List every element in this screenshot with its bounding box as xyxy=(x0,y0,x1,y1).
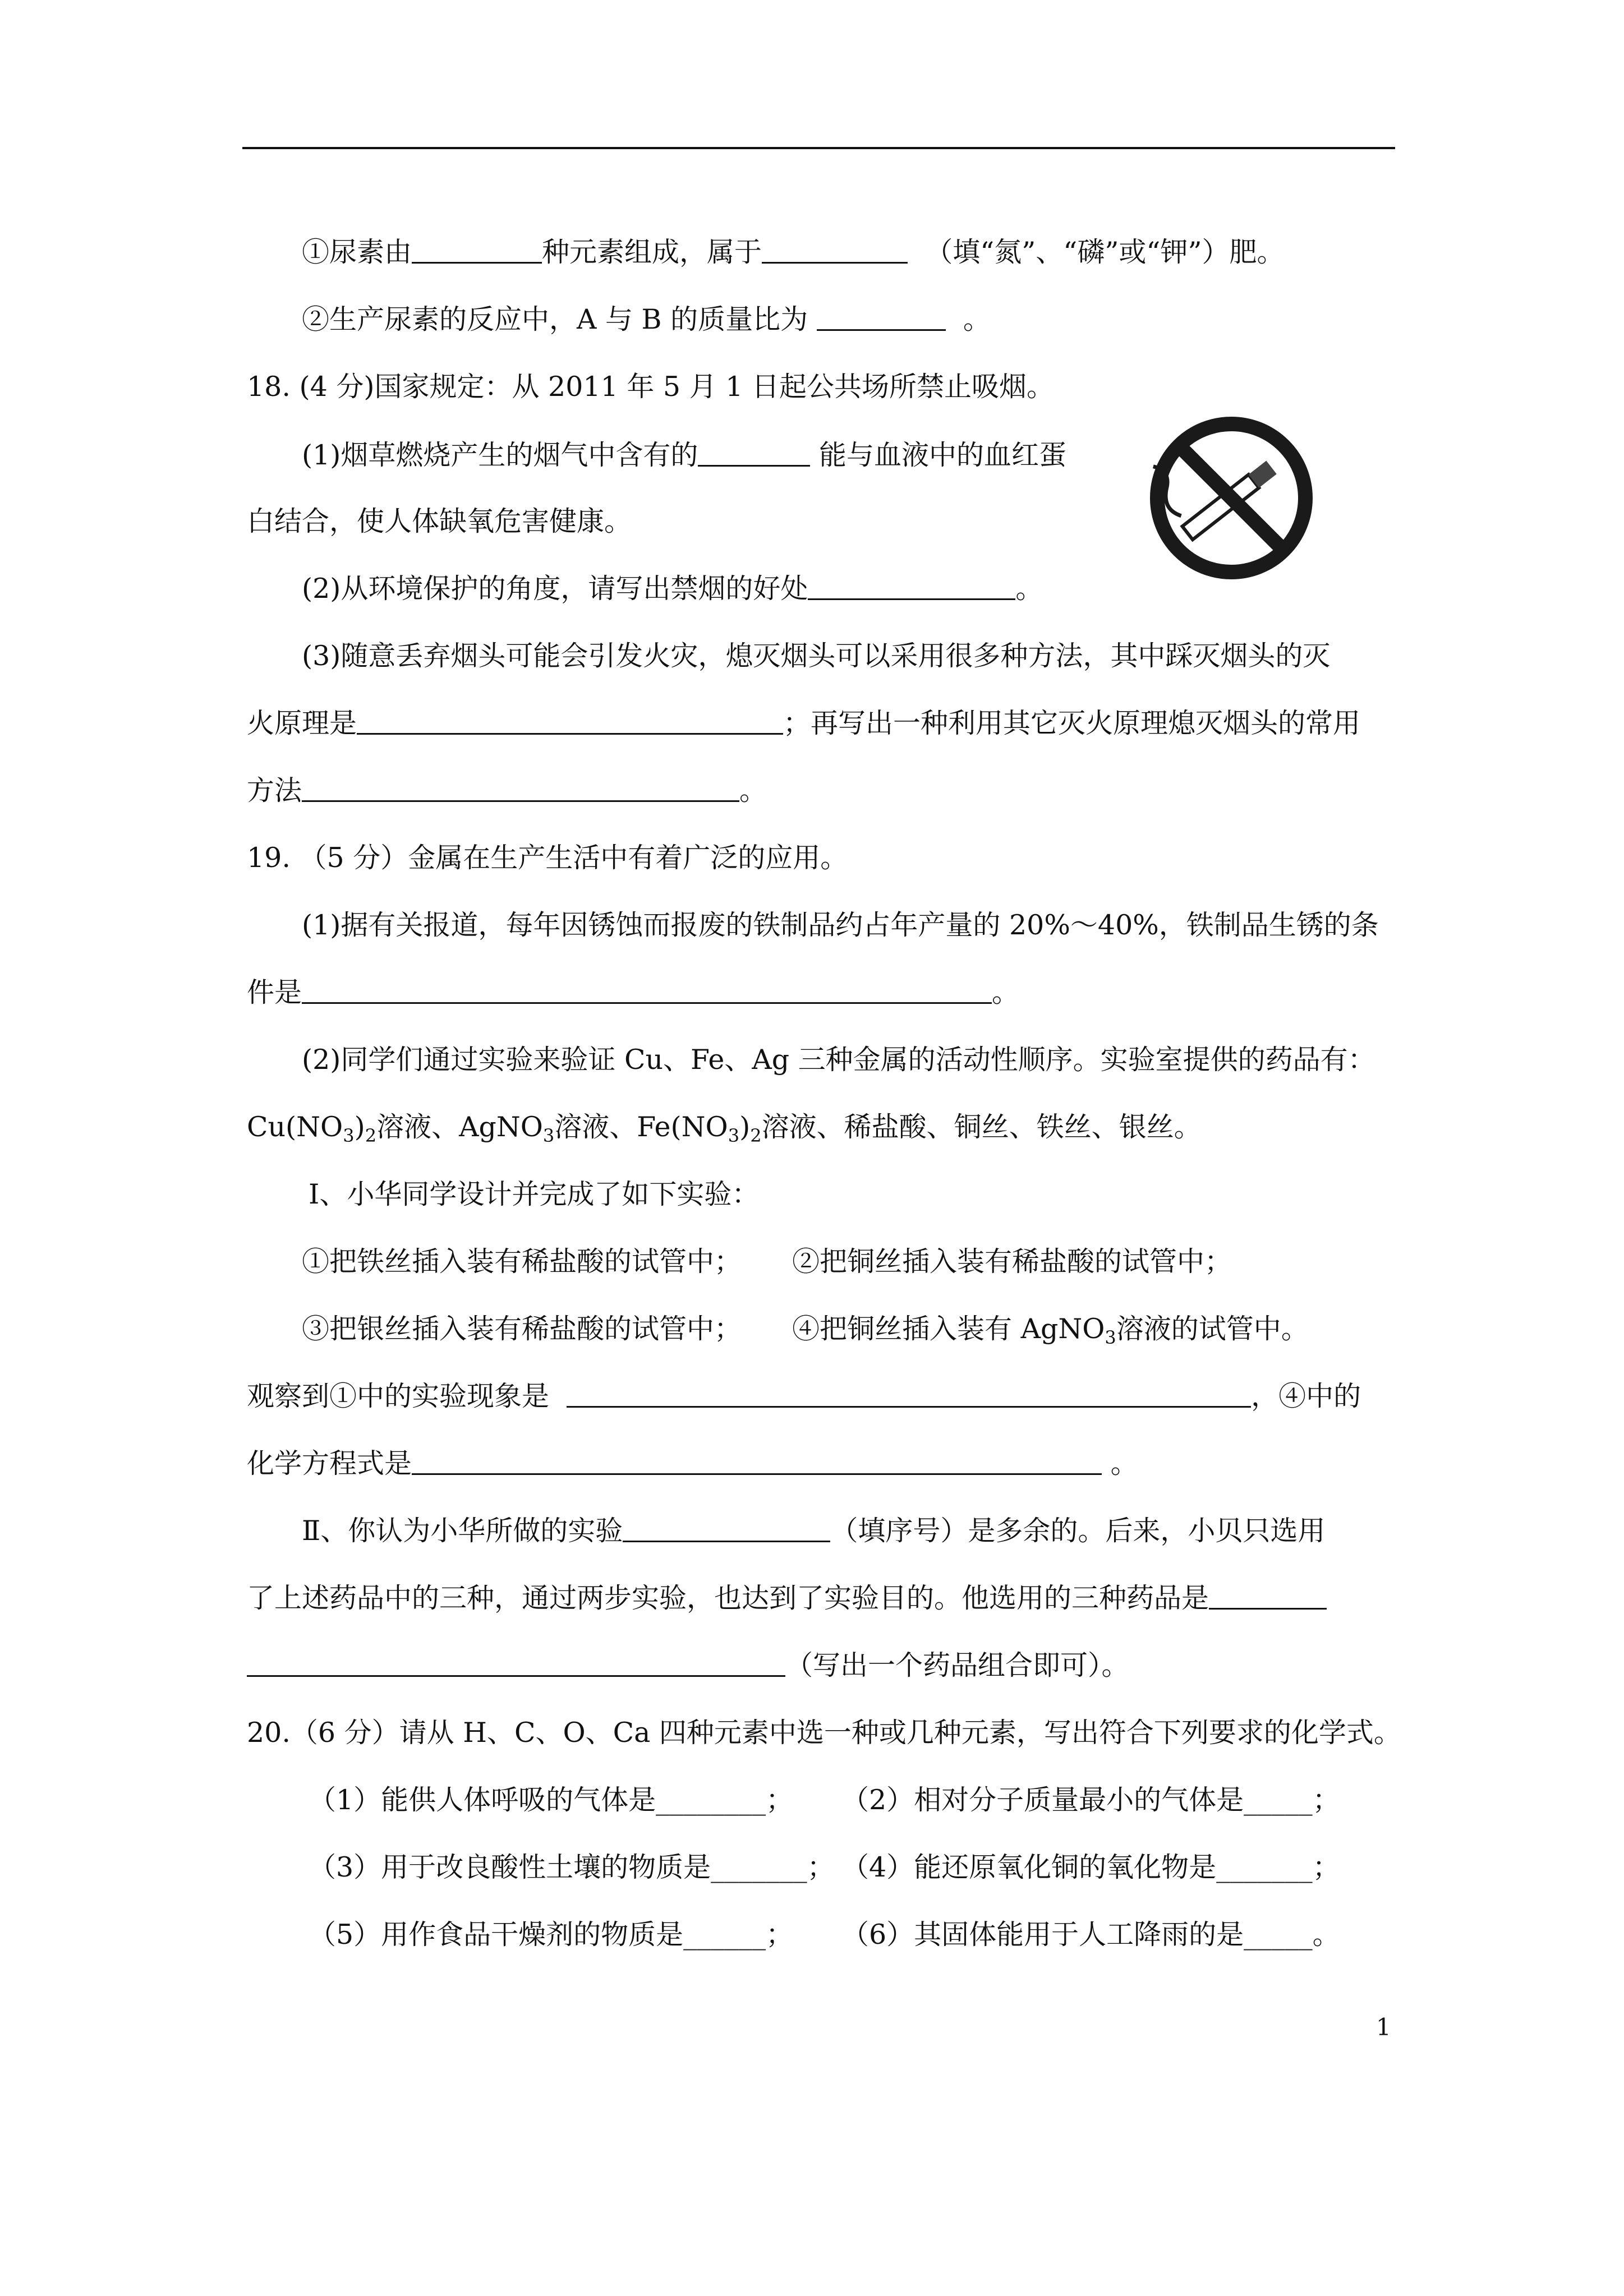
q19-part-ii-cont: 了上述药品中的三种，通过两步实验，也达到了实验目的。他选用的三种药品是 xyxy=(247,1582,1327,1615)
q18-heading: 18. (4 分)国家规定：从 2011 年 5 月 1 日起公共场所禁止吸烟。 xyxy=(247,371,1054,403)
answer-blank[interactable] xyxy=(1209,1583,1327,1610)
q19-experiment-2: ②把铜丝插入装有稀盐酸的试管中； xyxy=(792,1246,1232,1278)
q19-part-ii: Ⅱ、你认为小华所做的实验 （填序号）是多余的。后来，小贝只选用 xyxy=(302,1515,1326,1547)
answer-blank[interactable] xyxy=(808,574,1015,600)
q20-item-3: （3）用于改良酸性土壤的物质是_______； xyxy=(309,1851,835,1883)
q18-part1: (1)烟草燃烧产生的烟气中含有的 能与血液中的血红蛋 xyxy=(302,439,1067,471)
q18-part1-cont: 白结合，使人体缺氧危害健康。 xyxy=(247,505,632,537)
answer-blank[interactable] xyxy=(302,978,992,1004)
q19-part1-cont: 件是 。 xyxy=(247,976,1020,1008)
q19-reagents: $Cu(NO_3)_2$溶液、AgNO$_3$溶液、$Fe(NO_3)_2$溶液、稀盐酸、铜丝、铁丝、银丝。 xyxy=(247,1111,1202,1146)
q19-part-i-heading: Ⅰ、小华同学设计并完成了如下实验： xyxy=(309,1178,760,1210)
answer-blank[interactable] xyxy=(817,305,946,331)
q20-heading: 20.（6 分）请从 H、C、O、Ca 四种元素中选一种或几种元素，写出符合下列要求的化学式。 xyxy=(247,1717,1401,1749)
q19-experiment-4: ④把铜丝插入装有 AgNO$_3$溶液的试管中。 xyxy=(792,1313,1309,1348)
q19-part-ii-end: （写出一个药品组合即可）。 xyxy=(247,1649,1129,1682)
q20-item-6: （6）其固体能用于人工降雨的是_____。 xyxy=(841,1919,1340,1951)
q20-item-5: （5）用作食品干燥剂的物质是______； xyxy=(309,1919,794,1951)
q18-part3-cont: 火原理是 ；再写出一种利用其它灭火原理熄灭烟头的常用 xyxy=(247,707,1361,739)
q20-item-1: （1）能供人体呼吸的气体是________； xyxy=(309,1784,794,1816)
answer-blank[interactable] xyxy=(412,1449,1102,1475)
q20-item-4: （4）能还原氧化铜的氧化物是_______； xyxy=(841,1851,1340,1883)
answer-blank[interactable] xyxy=(567,1381,1251,1408)
q18-part3-end: 方法 。 xyxy=(247,774,767,806)
q19-equation: 化学方程式是 。 xyxy=(247,1447,1138,1479)
answer-blank[interactable] xyxy=(302,776,739,802)
answer-blank[interactable] xyxy=(698,440,810,467)
answer-blank[interactable] xyxy=(762,237,908,264)
q17-line2: ②生产尿素的反应中，A 与 B 的质量比为 。 xyxy=(302,303,991,335)
q19-experiment-3: ③把银丝插入装有稀盐酸的试管中； xyxy=(302,1313,742,1345)
q19-part1: (1)据有关报道，每年因锈蚀而报废的铁制品约占年产量的 20%～40%，铁制品生锈的条 xyxy=(302,909,1379,941)
answer-blank[interactable] xyxy=(247,1650,785,1677)
q17-line1: ①尿素由 种元素组成，属于 （填“氮”、“磷”或“钾”）肥。 xyxy=(302,236,1285,268)
q20-item-2: （2）相对分子质量最小的气体是_____； xyxy=(841,1784,1340,1816)
answer-blank[interactable] xyxy=(412,237,542,264)
page-number: 1 xyxy=(1376,2013,1391,2041)
no-smoking-icon xyxy=(1147,414,1315,582)
q19-heading: 19. （5 分）金属在生产生活中有着广泛的应用。 xyxy=(247,842,848,874)
answer-blank[interactable] xyxy=(623,1516,830,1542)
q18-part3: (3)随意丢弃烟头可能会引发火灾，熄灭烟头可以采用很多种方法，其中踩灭烟头的灭 xyxy=(302,640,1331,672)
answer-blank[interactable] xyxy=(357,708,783,735)
header-rule xyxy=(242,147,1395,149)
q19-observation: 观察到①中的实验现象是 ，④中的 xyxy=(247,1380,1361,1412)
q19-part2: (2)同学们通过实验来验证 Cu、Fe、Ag 三种金属的活动性顺序。实验室提供的药品有： xyxy=(302,1044,1375,1076)
q18-part2: (2)从环境保护的角度，请写出禁烟的好处 。 xyxy=(302,573,1043,605)
q19-experiment-1: ①把铁丝插入装有稀盐酸的试管中； xyxy=(302,1246,742,1278)
